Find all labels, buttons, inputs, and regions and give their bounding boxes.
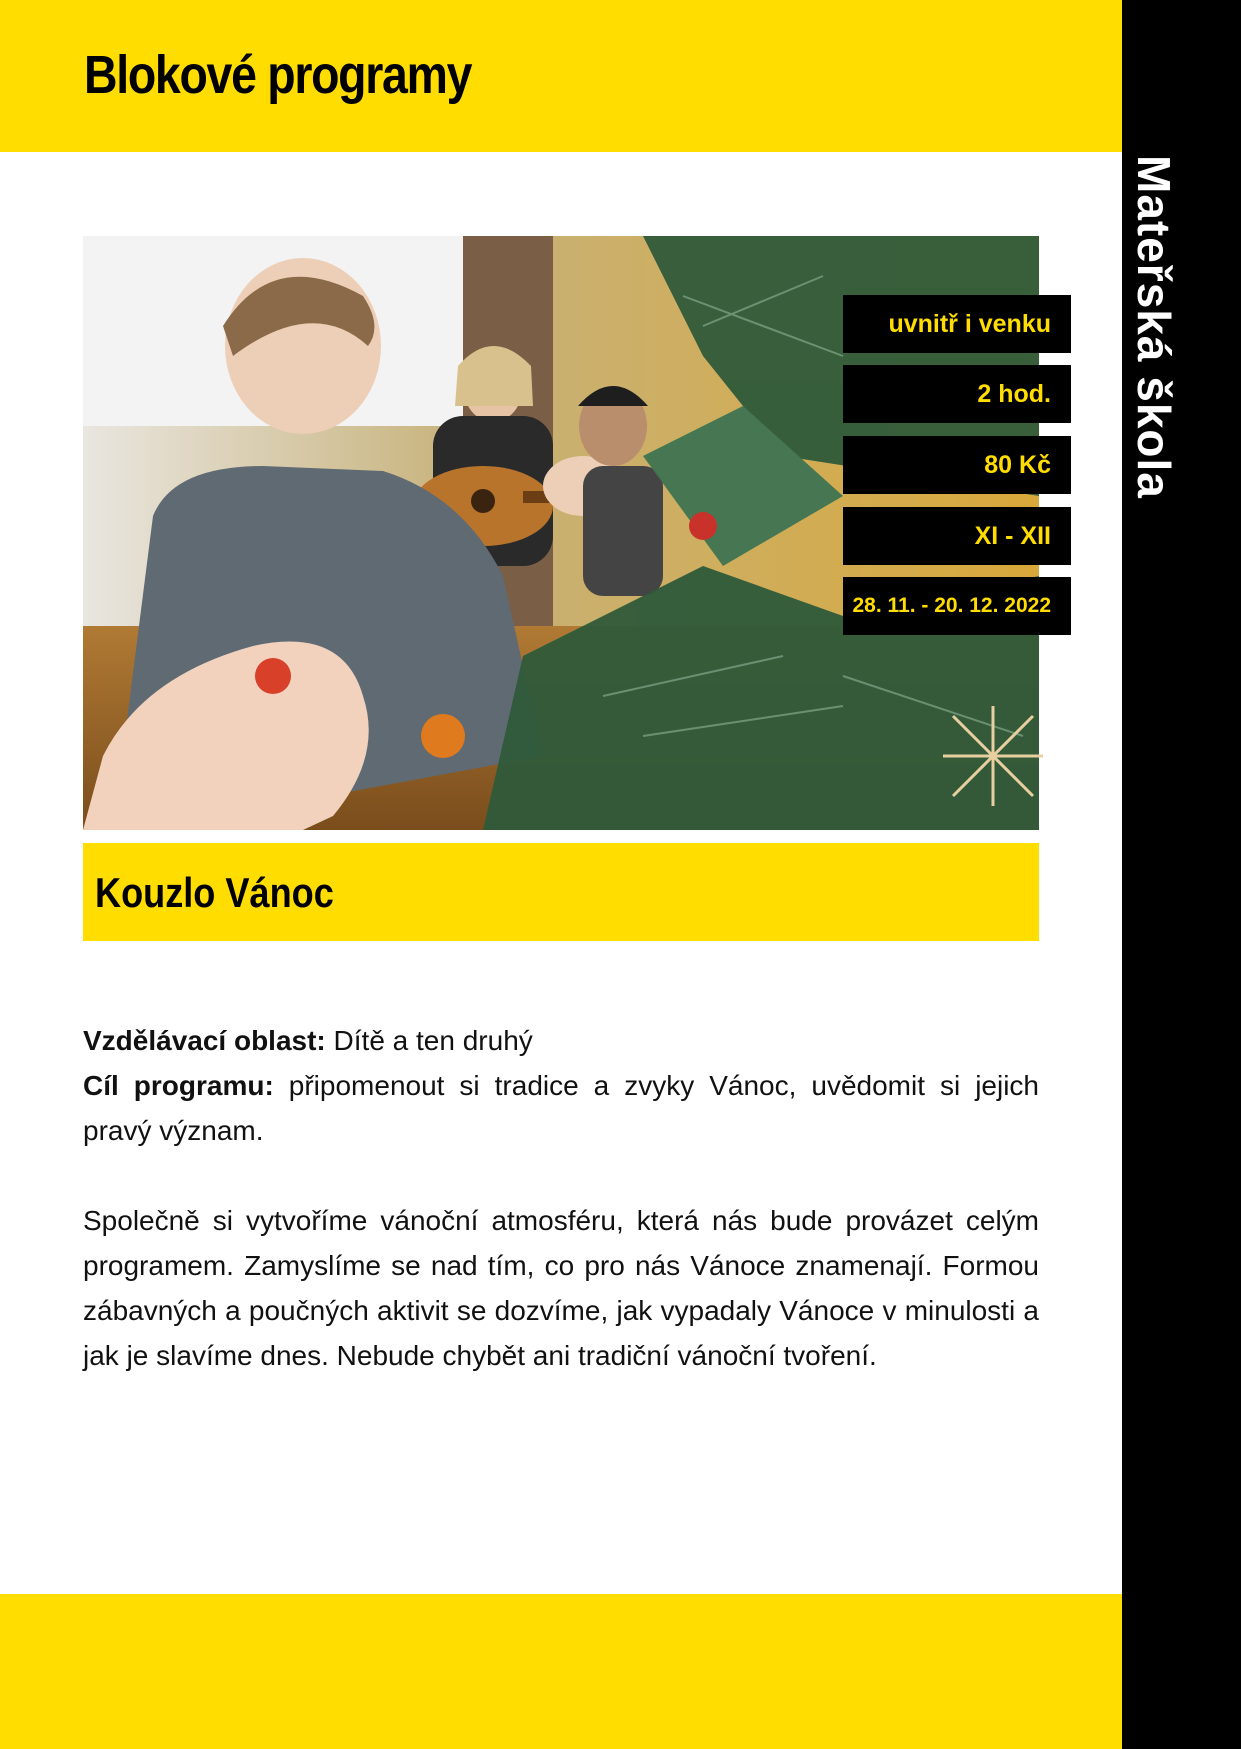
sidebar-title: Mateřská škola	[1128, 155, 1180, 499]
goal-line	[83, 1063, 1039, 1153]
goal-value: připomenout si tradice a zvyky Vánoc, uvědomit si jejich pravý význam.	[83, 1070, 1040, 1146]
program-photo	[83, 236, 1051, 830]
tag-duration: 2 hod.	[843, 365, 1071, 423]
tag-months: XI - XII	[843, 507, 1071, 565]
header-band	[0, 0, 1122, 152]
program-description: Společně si vytvoříme vánoční atmosféru, která nás bude provázet celým programem. Zamyslíme se nad tím, co pro nás Vánoce znamenají. Formou zábavných a poučných aktivit se dozvíme, jak vypadaly Vánoce v minulosti a jak je slavíme dnes. Nebude chybět ani tradiční vánoční tvoření.	[83, 1205, 1039, 1371]
tag-price: 80 Kč	[843, 436, 1071, 494]
area-value: Dítě a ten druhý	[333, 1025, 533, 1056]
goal-label: Cíl programu:	[83, 1070, 274, 1101]
tag-location: uvnitř i venku	[843, 295, 1071, 353]
area-label: Vzdělávací oblast:	[83, 1025, 326, 1056]
program-title-band	[83, 843, 1039, 941]
page-title: Blokové programy	[84, 45, 472, 105]
program-content	[83, 1018, 1039, 1378]
program-title: Kouzlo Vánoc	[95, 869, 334, 916]
area-line	[83, 1018, 1039, 1063]
tag-dates: 28. 11. - 20. 12. 2022	[843, 577, 1071, 635]
footer-band	[0, 1594, 1122, 1749]
